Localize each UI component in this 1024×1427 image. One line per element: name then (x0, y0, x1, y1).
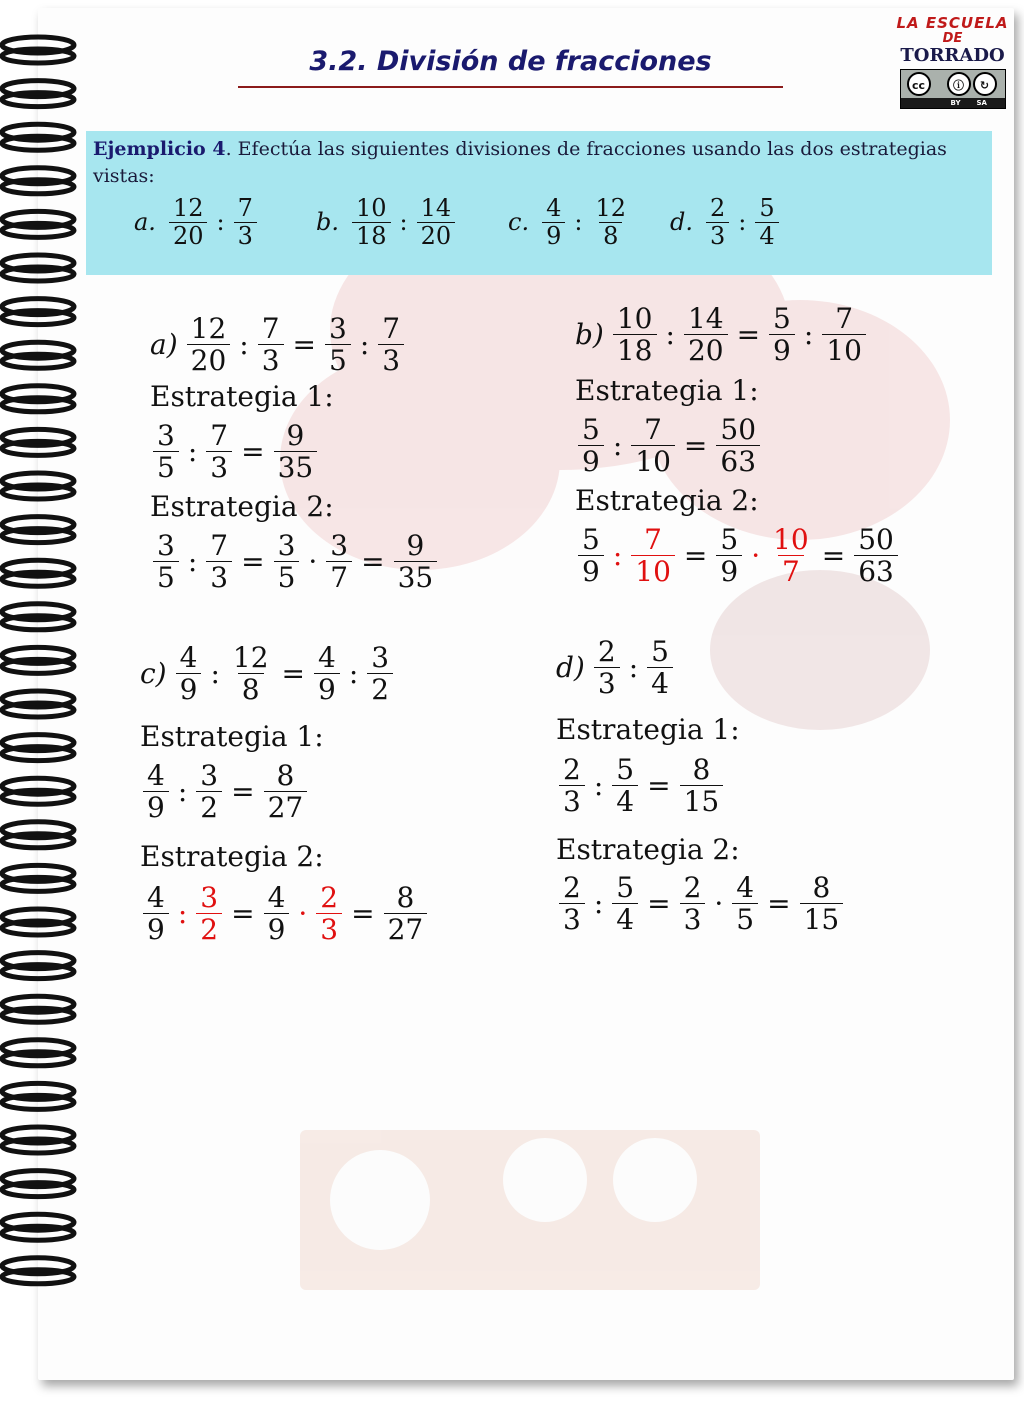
solution-b-strategy2-label: Estrategia 2: (575, 484, 759, 517)
fraction (631, 524, 675, 588)
by-label: BY (950, 99, 961, 107)
fraction (196, 882, 222, 946)
fraction (384, 882, 428, 946)
numerator: 4 (546, 194, 562, 222)
numerator: 2 (563, 871, 581, 904)
denominator: 9 (143, 791, 169, 823)
operator: = (683, 539, 708, 573)
denominator: 3 (234, 222, 257, 250)
denominator: 3 (706, 222, 729, 250)
fraction (647, 636, 673, 700)
operator: : (738, 208, 747, 237)
denominator: 3 (316, 913, 342, 945)
fraction (716, 524, 742, 588)
fraction (716, 414, 760, 478)
numerator: 4 (317, 641, 336, 674)
operator: : (210, 657, 220, 691)
denominator: 9 (769, 334, 795, 366)
numerator: 3 (330, 529, 349, 562)
solution-b-strategy1-label: Estrategia 1: (575, 374, 759, 407)
numerator: 9 (286, 419, 305, 452)
solution-d-statement (556, 636, 676, 700)
denominator: 63 (854, 555, 898, 587)
numerator: 2 (597, 635, 616, 668)
denominator: 3 (680, 903, 706, 935)
exercise-item-c (508, 195, 633, 250)
operator: : (216, 208, 225, 237)
numerator: 2 (320, 881, 339, 914)
numerator: 50 (858, 523, 894, 556)
numerator: 4 (147, 759, 165, 792)
fraction (153, 530, 179, 594)
solution-c-strategy1-label: Estrategia 1: (140, 720, 324, 753)
denominator: 9 (542, 222, 565, 250)
fraction (314, 642, 340, 706)
operator: : (177, 775, 188, 809)
denominator: 2 (367, 673, 393, 705)
fraction (680, 872, 706, 936)
numerator: 8 (812, 871, 831, 904)
denominator: 9 (716, 555, 742, 587)
title-underline (238, 86, 783, 88)
fraction (800, 872, 844, 936)
numerator: 7 (644, 523, 662, 556)
denominator: 4 (612, 785, 638, 817)
numerator: 7 (210, 529, 229, 562)
numerator: 4 (736, 871, 755, 904)
fraction (822, 303, 866, 367)
solution-label: c) (140, 657, 167, 691)
operator: = (351, 897, 375, 931)
solution-b-strategy2 (575, 524, 901, 588)
operator: = (231, 775, 255, 809)
denominator: 15 (800, 903, 844, 935)
exercise-item-a (134, 195, 260, 250)
sa-label: SA (976, 99, 987, 107)
numerator: 10 (773, 523, 809, 556)
numerator: 5 (759, 194, 775, 222)
solution-b-strategy1 (575, 414, 763, 478)
denominator: 27 (264, 791, 308, 823)
numerator: 14 (420, 194, 452, 222)
operator: : (612, 429, 623, 463)
cc-license-badge (900, 69, 1006, 109)
fraction (769, 303, 795, 367)
denominator: 7 (778, 555, 804, 587)
fraction (206, 530, 232, 594)
denominator: 7 (326, 561, 352, 593)
denominator: 3 (258, 344, 284, 376)
logo-line2: DE (942, 31, 963, 46)
solution-c-strategy2-label: Estrategia 2: (140, 840, 324, 873)
operator: : (803, 318, 814, 352)
fraction (176, 642, 202, 706)
fraction (769, 524, 813, 588)
numerator: 5 (773, 302, 791, 335)
solution-d-strategy1-label: Estrategia 1: (556, 713, 740, 746)
fraction (417, 195, 456, 250)
solution-c-strategy1 (140, 760, 310, 824)
solution-label: a) (150, 328, 178, 362)
denominator: 4 (647, 667, 673, 699)
denominator: 20 (187, 344, 231, 376)
fraction (732, 872, 758, 936)
operator: = (241, 545, 265, 579)
denominator: 3 (559, 903, 585, 935)
operator: : (612, 539, 623, 573)
denominator: 5 (153, 561, 179, 593)
operator: : (574, 208, 583, 237)
numerator: 3 (200, 881, 219, 914)
solution-a-strategy2-label: Estrategia 2: (150, 490, 334, 523)
denominator: 18 (352, 222, 391, 250)
operator: · (751, 539, 761, 573)
numerator: 3 (157, 419, 175, 452)
fraction (684, 303, 728, 367)
cc-icon: cc (907, 72, 931, 96)
operator: = (361, 545, 385, 579)
fraction (706, 195, 729, 250)
logo-line3: TORRADO (900, 45, 1005, 66)
operator: : (593, 769, 604, 803)
fraction (196, 760, 222, 824)
fraction (169, 195, 208, 250)
numerator: 50 (720, 413, 757, 446)
numerator: 5 (720, 523, 739, 556)
denominator: 15 (680, 785, 724, 817)
fraction (854, 524, 898, 588)
operator: = (281, 657, 305, 691)
numerator: 4 (147, 881, 165, 914)
numerator: 3 (371, 641, 390, 674)
fraction (680, 754, 724, 818)
denominator: 5 (153, 451, 179, 483)
operator: · (714, 887, 724, 921)
operator: = (647, 769, 671, 803)
denominator: 5 (732, 903, 758, 935)
fraction (274, 530, 300, 594)
logo (895, 14, 1010, 109)
numerator: 8 (396, 881, 415, 914)
operator: = (231, 897, 255, 931)
numerator: 12 (190, 312, 227, 345)
numerator: 3 (200, 759, 219, 792)
fraction (258, 313, 284, 377)
numerator: 7 (237, 194, 253, 222)
solution-a-strategy1-label: Estrategia 1: (150, 380, 334, 413)
numerator: 5 (582, 523, 600, 556)
exercise-label: Ejemplicio 4 (93, 138, 226, 160)
operator: : (628, 651, 639, 685)
denominator: 10 (822, 334, 866, 366)
numerator: 8 (276, 759, 295, 792)
numerator: 5 (582, 413, 600, 446)
solution-c-statement (140, 642, 396, 706)
fraction (153, 420, 179, 484)
denominator: 27 (384, 913, 428, 945)
numerator: 2 (683, 871, 702, 904)
denominator: 8 (599, 222, 622, 250)
operator: : (399, 208, 408, 237)
denominator: 20 (417, 222, 456, 250)
fraction (229, 642, 273, 706)
denominator: 4 (612, 903, 638, 935)
operator: = (683, 429, 708, 463)
sa-icon: ↻ (973, 72, 997, 96)
denominator: 63 (716, 445, 760, 477)
operator: = (647, 887, 671, 921)
solution-label: b) (575, 318, 604, 352)
denominator: 3 (378, 344, 404, 376)
denominator: 10 (631, 555, 675, 587)
numerator: 9 (406, 529, 425, 562)
solution-d-strategy2-label: Estrategia 2: (556, 833, 740, 866)
fraction (631, 414, 675, 478)
fraction (542, 195, 565, 250)
solution-b-statement (575, 303, 869, 367)
operator: : (187, 435, 198, 469)
fraction (143, 760, 169, 824)
numerator: 7 (261, 312, 280, 345)
solution-a-strategy1 (150, 420, 320, 484)
item-label: b. (316, 208, 339, 237)
operator: : (177, 897, 188, 931)
solution-a-strategy2 (150, 530, 440, 594)
solution-d-strategy1 (556, 754, 726, 818)
page-title: 3.2. División de fracciones (309, 46, 712, 77)
fraction (578, 524, 604, 588)
numerator: 7 (644, 413, 662, 446)
denominator: 5 (274, 561, 300, 593)
item-label: d. (670, 208, 693, 237)
numerator: 14 (687, 302, 724, 335)
denominator: 3 (206, 451, 232, 483)
numerator: 3 (329, 312, 347, 345)
item-label: a. (134, 208, 156, 237)
fraction (326, 530, 352, 594)
fraction (591, 195, 630, 250)
solution-a-statement (150, 313, 407, 377)
solution-d-strategy2 (556, 872, 846, 936)
fraction (264, 760, 308, 824)
operator: : (187, 545, 198, 579)
denominator: 8 (238, 673, 264, 705)
denominator: 9 (176, 673, 202, 705)
fraction (559, 754, 585, 818)
fraction (187, 313, 231, 377)
fraction (594, 636, 620, 700)
logo-line1: LA ESCUELA (896, 14, 1009, 32)
denominator: 3 (559, 785, 585, 817)
numerator: 2 (710, 194, 726, 222)
exercise-item-b (316, 195, 458, 250)
solution-c-strategy2 (140, 882, 430, 946)
denominator: 4 (755, 222, 778, 250)
exercise-text: Efectúa las siguientes divisiones de fracciones usando las dos estrategias vistas: (93, 138, 947, 187)
fraction (613, 303, 657, 367)
denominator: 9 (264, 913, 290, 945)
numerator: 7 (835, 302, 854, 335)
denominator: 9 (314, 673, 340, 705)
numerator: 5 (651, 635, 669, 668)
denominator: 10 (631, 445, 675, 477)
operator: = (292, 328, 316, 362)
numerator: 5 (616, 753, 635, 786)
exercise-statement: Ejemplicio 4. Efectúa las siguientes divisiones de fracciones usando las dos estrategias vistas: (93, 138, 947, 187)
numerator: 10 (616, 302, 653, 335)
fraction (264, 882, 290, 946)
fraction (755, 195, 778, 250)
numerator: 3 (277, 529, 296, 562)
denominator: 3 (594, 667, 620, 699)
denominator: 9 (578, 555, 604, 587)
fraction (367, 642, 393, 706)
numerator: 4 (179, 641, 198, 674)
operator: = (821, 539, 846, 573)
fraction (316, 882, 342, 946)
exercise-item-d (670, 195, 782, 250)
numerator: 8 (692, 753, 711, 786)
operator: : (359, 328, 370, 362)
fraction (274, 420, 318, 484)
operator: = (736, 318, 761, 352)
denominator: 18 (613, 334, 657, 366)
solution-label: d) (556, 651, 585, 685)
by-icon: ⓘ (947, 72, 971, 96)
fraction (394, 530, 438, 594)
fraction (352, 195, 391, 250)
numerator: 12 (595, 194, 626, 222)
operator: : (348, 657, 359, 691)
denominator: 35 (274, 451, 318, 483)
fraction (378, 313, 404, 377)
numerator: 3 (157, 529, 175, 562)
fraction (578, 414, 604, 478)
numerator: 2 (563, 753, 581, 786)
numerator: 12 (172, 194, 204, 222)
item-label: c. (508, 208, 530, 237)
fraction (234, 195, 257, 250)
denominator: 5 (325, 344, 351, 376)
operator: : (665, 318, 675, 352)
denominator: 2 (196, 791, 222, 823)
denominator: 2 (196, 913, 222, 945)
denominator: 3 (206, 561, 232, 593)
denominator: 20 (169, 222, 208, 250)
numerator: 12 (232, 641, 269, 674)
fraction (612, 754, 638, 818)
numerator: 10 (356, 194, 387, 222)
numerator: 7 (382, 312, 401, 345)
denominator: 20 (684, 334, 728, 366)
operator: = (767, 887, 791, 921)
spiral-binding (0, 0, 80, 1427)
fraction (206, 420, 232, 484)
numerator: 7 (210, 419, 229, 452)
operator: : (593, 887, 604, 921)
operator: = (241, 435, 265, 469)
denominator: 35 (394, 561, 438, 593)
denominator: 9 (143, 913, 169, 945)
operator: · (308, 545, 318, 579)
fraction (325, 313, 351, 377)
fraction (143, 882, 169, 946)
operator: · (298, 897, 308, 931)
numerator: 5 (616, 871, 635, 904)
denominator: 9 (578, 445, 604, 477)
fraction (612, 872, 638, 936)
operator: : (239, 328, 249, 362)
numerator: 4 (267, 881, 286, 914)
fraction (559, 872, 585, 936)
